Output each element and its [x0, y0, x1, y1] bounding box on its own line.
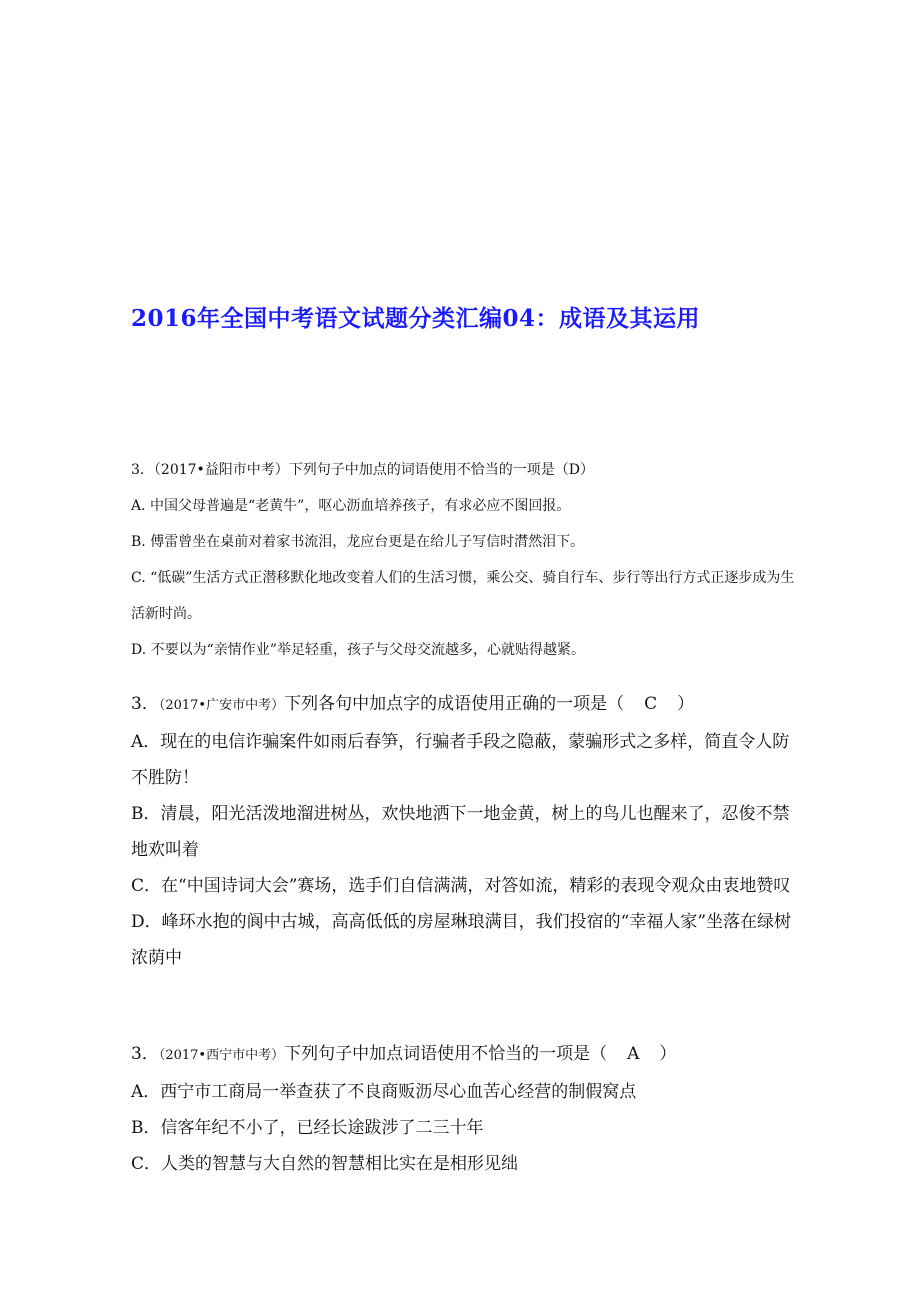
question-3-answer: A [627, 1044, 640, 1064]
question-2-number: 3． [131, 694, 159, 714]
question-2-text-end: ） [677, 694, 695, 714]
question-2-source: （2017•广安市中考） [158, 698, 285, 713]
question-3-text-end: ） [659, 1044, 677, 1064]
question-1-text: 下列句子中加点的词语使用不恰当的一项是（D） [288, 462, 595, 478]
question-2-stem [131, 686, 801, 724]
question-1-number: 3． [131, 462, 154, 478]
question-3-option-b: B．信客年纪不小了，已经长途跋涉了二三十年 [131, 1118, 484, 1138]
question-1-option-c: C. “低碳”生活方式正潜移默化地改变着人们的生活习惯，乘公交、骑自行车、步行等出行方式正逐步成为生活新时尚。 [131, 570, 795, 622]
question-2-answer: C [644, 694, 658, 714]
question-2-option-c: C．在“中国诗词大会”赛场，选手们自信满满，对答如流，精彩的表现令观众由衷地赞叹 [131, 876, 791, 896]
question-2 [131, 686, 801, 976]
question-1-source: （2017•益阳市中考） [153, 462, 289, 478]
question-1-stem [131, 452, 801, 488]
question-2-option-b: B．清晨，阳光活泼地溜进树丛，欢快地洒下一地金黄，树上的鸟儿也醒来了，忍俊不禁地欢叫着 [131, 804, 790, 860]
question-1-option-a: A. 中国父母普遍是“老黄牛”，呕心沥血培养孩子，有求必应不图回报。 [131, 498, 571, 514]
question-3-option-c: C．人类的智慧与大自然的智慧相比实在是相形见绌 [131, 1154, 519, 1174]
question-3-stem [131, 1036, 801, 1074]
question-2-option-d: D．峰环水抱的阆中古城，高高低低的房屋琳琅满目，我们投宿的“幸福人家”坐落在绿树浓荫中 [131, 912, 792, 968]
question-1-option-d: D. 不要以为“亲情作业”举足轻重，孩子与父母交流越多，心就贴得越紧。 [131, 642, 585, 658]
question-3-number: 3． [131, 1044, 159, 1064]
question-3-text: 下列句子中加点词语使用不恰当的一项是（ [284, 1044, 608, 1064]
question-3-source: （2017•西宁市中考） [158, 1048, 285, 1063]
question-2-text: 下列各句中加点字的成语使用正确的一项是（ [284, 694, 625, 714]
question-1 [131, 452, 801, 668]
question-3 [131, 1036, 801, 1182]
document-title: 2016年全国中考语文试题分类汇编04：成语及其运用 [131, 305, 701, 332]
question-3-option-a: A．西宁市工商局一举查获了不良商贩沥尽心血苦心经营的制假窝点 [131, 1082, 637, 1102]
question-2-option-a: A．现在的电信诈骗案件如雨后春笋，行骗者手段之隐蔽，蒙骗形式之多样，简直令人防不胜防！ [131, 732, 790, 788]
question-1-option-b: B. 傅雷曾坐在桌前对着家书流泪，龙应台更是在给儿子写信时潸然泪下。 [131, 534, 585, 550]
